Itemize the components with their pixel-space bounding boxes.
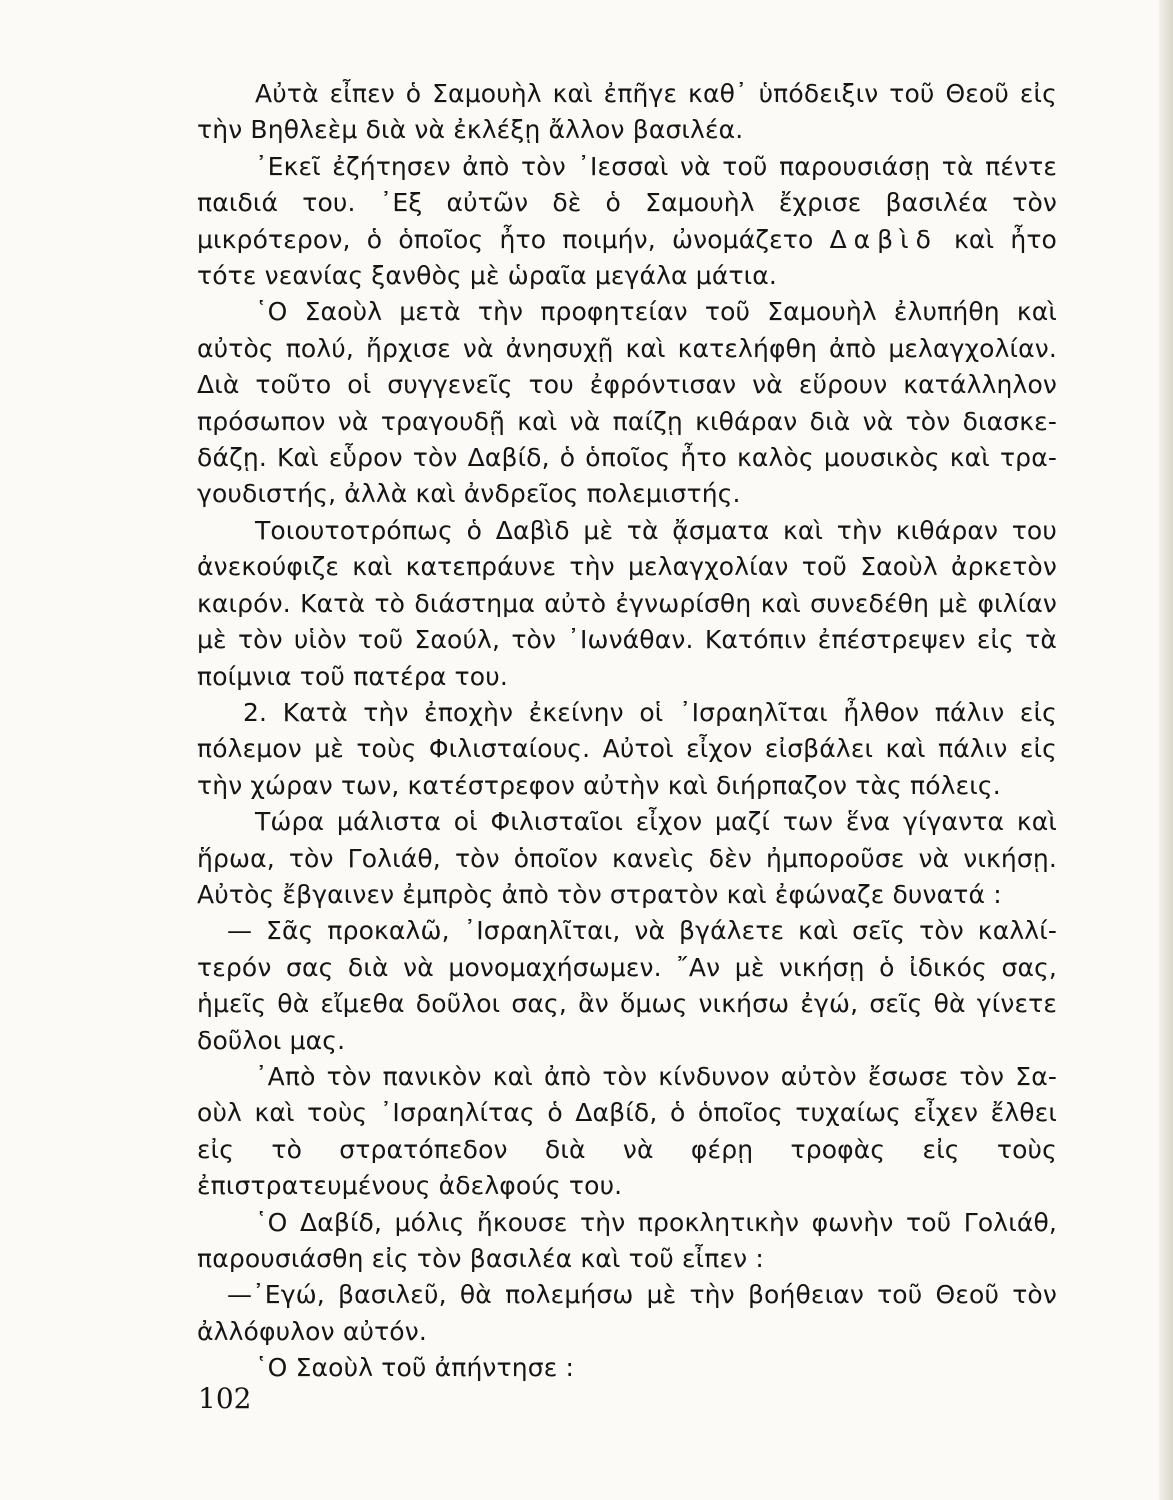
paragraph-3: [197, 294, 1057, 512]
paragraph-6: [197, 804, 1057, 913]
paragraph-9-text: ῾Ο Δαβίδ, μόλις ἤκουσε τὴν προκλητικὴν φωνὴν τοῦ Γολιάθ, παρουσιάσθη εἰς τὸν βασιλέα καὶ τοῦ εἶπεν :: [197, 1207, 1057, 1273]
paragraph-2-text-end: καὶ ἦτο τότε νεανίας ξανθὸς μὲ ὡραῖα μεγάλα μάτια.: [197, 224, 1057, 291]
paragraph-7-text: — Σᾶς προκαλῶ, ᾿Ισραηλῖται, νὰ βγάλετε καὶ σεῖς τὸν καλλί-τερόν σας διὰ νὰ μονομαχήσωμεν. ῎Αν μὲ νικήσῃ ὁ ἰδικός σας, ἡμεῖς θὰ εἴμεθα δοῦλοι σας, ἂν ὅμως νικήσω ἐγώ, σεῖς θὰ γίνετε δοῦλοι μας.: [197, 916, 1057, 1055]
paragraph-8: [197, 1059, 1057, 1205]
paragraph-4: [197, 513, 1057, 695]
page-edge-shadow: [1159, 0, 1173, 1500]
paragraph-2-text-start: ᾿Εκεῖ ἐζήτησεν ἀπὸ τὸν ᾿Ιεσσαὶ νὰ τοῦ παρουσιάσῃ τὰ πέντε παιδιά του. ᾿Εξ αὐτῶν δὲ ὁ Σαμουὴλ ἔχρισε βασιλέα τὸν μικρότερον, ὁ ὁποῖος ἦτο ποιμήν, ὠνομάζετο: [197, 151, 1057, 254]
main-text: [197, 76, 1057, 1387]
paragraph-9: [197, 1205, 1057, 1278]
paragraph-11-text: ῾Ο Σαοὺλ τοῦ ἀπήντησε :: [255, 1353, 575, 1383]
page-number: 102: [198, 1382, 252, 1415]
paragraph-4-text: Τοιουτοτρόπως ὁ Δαβὶδ μὲ τὰ ᾄσματα καὶ τὴν κιθάραν του ἀνεκούφιζε καὶ κατεπράυνε τὴν μελαγχολίαν τοῦ Σαοὺλ ἀρκετὸν καιρόν. Κατὰ τὸ διάστημα αὐτὸ ἐγνωρίσθη καὶ συνεδέθη μὲ φιλίαν μὲ τὸν υἱὸν τοῦ Σαούλ, τὸν ᾿Ιωνάθαν. Κατόπιν ἐπέστρεψεν εἰς τὰ ποίμνια τοῦ πατέρα του.: [197, 515, 1057, 691]
paragraph-2: [197, 149, 1057, 295]
paragraph-1-text: Αὐτὰ εἶπεν ὁ Σαμουὴλ καὶ ἐπῆγε καθ᾿ ὑπόδειξιν τοῦ Θεοῦ εἰς τὴν Βηθλεὲμ διὰ νὰ ἐκλέξῃ ἄλλον βασιλέα.: [197, 79, 1057, 145]
paragraph-5-text: 2. Κατὰ τὴν ἐποχὴν ἐκείνην οἱ ᾿Ισραηλῖται ἦλθον πάλιν εἰς πόλεμον μὲ τοὺς Φιλισταίους. Αὐτοὶ εἶχον εἰσβάλει καὶ πάλιν εἰς τὴν χώραν των, κατέστρεφον αὐτὴν καὶ διήρπαζον τὰς πόλεις.: [197, 697, 1057, 800]
paragraph-1: [197, 76, 1057, 149]
paragraph-6-text: Τώρα μάλιστα οἱ Φιλισταῖοι εἶχον μαζί των ἕνα γίγαντα καὶ ἥρωα, τὸν Γολιάθ, τὸν ὁποῖον κανεὶς δὲν ἠμποροῦσε νὰ νικήσῃ. Αὐτὸς ἔβγαινεν ἐμπρὸς ἀπὸ τὸν στρατὸν καὶ ἐφώναζε δυνατά :: [197, 807, 1057, 909]
paragraph-7: [197, 913, 1057, 1059]
paragraph-3-text: ῾Ο Σαοὺλ μετὰ τὴν προφητείαν τοῦ Σαμουὴλ ἐλυπήθη καὶ αὐτὸς πολύ, ἤρχισε νὰ ἀνησυχῇ καὶ κατελήφθη ἀπὸ μελαγχολίαν. Διὰ τοῦτο οἱ συγγενεῖς του ἐφρόντισαν νὰ εὕρουν κατάλληλον πρόσωπον νὰ τραγουδῇ καὶ νὰ παίζῃ κιθάραν διὰ νὰ τὸν διασκε-δάζῃ. Καὶ εὗρον τὸν Δαβίδ, ὁ ὁποῖος ἦτο καλὸς μουσικὸς καὶ τρα-γουδιστής, ἀλλὰ καὶ ἀνδρεῖος πολεμιστής.: [197, 297, 1057, 509]
paragraph-8-text: ᾿Απὸ τὸν πανικὸν καὶ ἀπὸ τὸν κίνδυνον αὐτὸν ἔσωσε τὸν Σα-οὺλ καὶ τοὺς ᾿Ισραηλίτας ὁ Δαβίδ, ὁ ὁποῖος τυχαίως εἶχεν ἔλθει εἰς τὸ στρατόπεδον διὰ νὰ φέρῃ τροφὰς εἰς τοὺς ἐπιστρατευμένους ἀδελφούς του.: [197, 1061, 1057, 1201]
paragraph-5: [197, 695, 1057, 804]
paragraph-10: [197, 1277, 1057, 1350]
spaced-name-david: Δαβὶδ: [829, 224, 938, 254]
paragraph-10-text: —᾿Εγώ, βασιλεῦ, θὰ πολεμήσω μὲ τὴν βοήθειαν τοῦ Θεοῦ τὸν ἀλλόφυλον αὐτόν.: [197, 1280, 1057, 1346]
paragraph-11: [197, 1350, 1057, 1386]
